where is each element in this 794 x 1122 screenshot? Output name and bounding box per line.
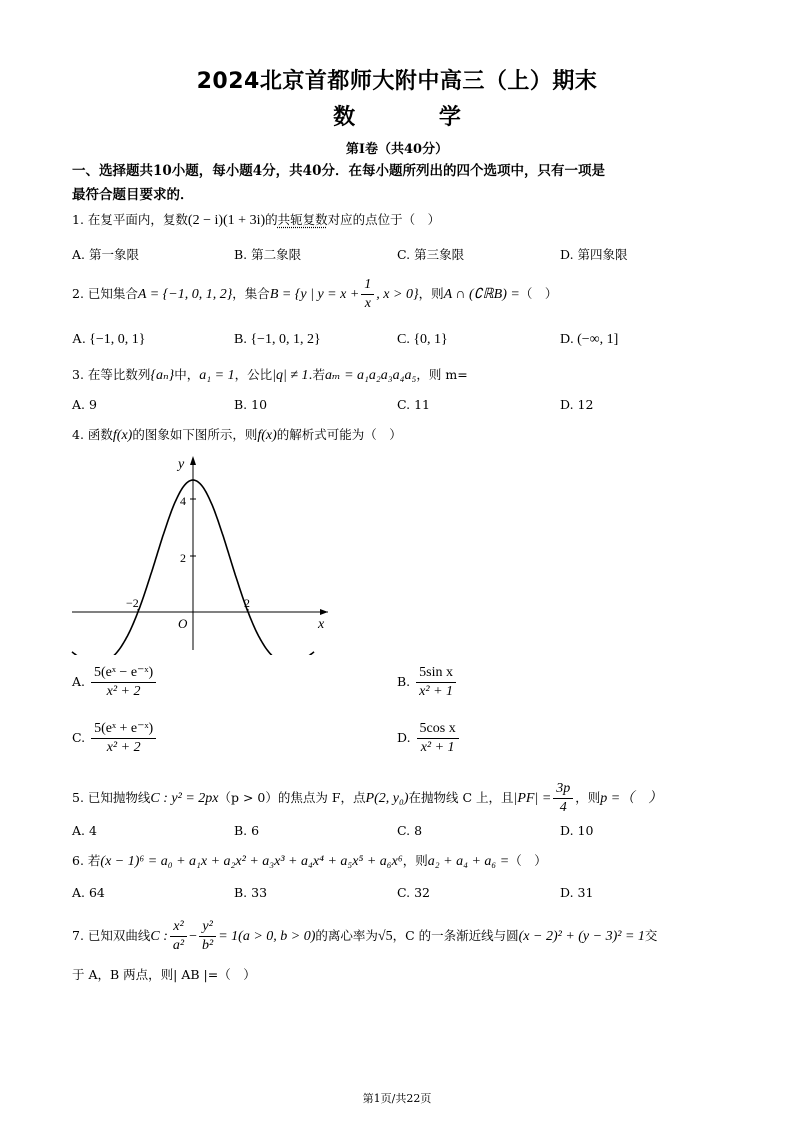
q4-option-b-den: x² + 1 <box>419 684 454 699</box>
tick-label-x-neg2: −2 <box>126 596 139 610</box>
q5-frac-num: 3p <box>553 780 573 799</box>
q5-tail: p =（ ） <box>600 791 663 806</box>
q4-option-c <box>72 720 158 757</box>
q7-text-b: 的离心率为 <box>315 928 378 943</box>
q1-prefix: 1. 在复平面内，复数 <box>72 212 188 227</box>
q7-f2-num: y² <box>199 918 215 937</box>
page-title: 2024北京首都师大附中高三（上）期末 <box>196 69 598 94</box>
q7-text-c: ，C 的一条渐近线与圆 <box>392 928 519 943</box>
q4-text-c: 的解析式可能为（ ） <box>276 427 402 442</box>
q2-frac-num: 1 <box>361 276 374 295</box>
q4-option-b-label: B. <box>397 674 411 689</box>
page-number: 第1页/共22页 <box>362 1092 432 1105</box>
q6-blank: （ ） <box>509 853 547 868</box>
q2-blank: （ ） <box>519 286 558 301</box>
q4-option-b-fraction <box>416 664 456 701</box>
q3-text-e: ，则 m= <box>416 367 468 382</box>
x-axis-label: x <box>318 617 325 632</box>
q6-text-b: ，则 <box>402 853 428 868</box>
q1-expr: (2 − i)(1 + 3i) <box>187 213 266 228</box>
q4-option-a-num: 5(eˣ − e⁻ˣ) <box>91 664 156 683</box>
q2-fraction <box>361 276 374 313</box>
q3-seq: {aₙ} <box>150 368 175 383</box>
q4-fx2: f(x) <box>257 428 277 443</box>
q7-text-a: 7. 已知双曲线 <box>72 928 151 943</box>
q1-option-b: B. 第二象限 <box>234 247 302 262</box>
q3-text-a: 3. 在等比数列 <box>72 367 151 382</box>
q4-option-d-fraction <box>417 720 459 757</box>
q4-option-c-num: 5(eˣ + e⁻ˣ) <box>91 720 156 739</box>
q4-option-a-fraction <box>91 664 156 701</box>
q7-minus: − <box>189 929 198 944</box>
q4-option-c-den: x² + 2 <box>106 740 141 755</box>
q6-text-a: 6. 若 <box>72 853 101 868</box>
q2-expr: A ∩ (∁ℝB) = <box>443 287 520 302</box>
question-7 <box>72 918 657 955</box>
q2-set-b-pre: B = {y | y = x + <box>269 287 360 302</box>
q2-frac-den: x <box>364 296 371 311</box>
y-axis-arrow <box>190 456 196 465</box>
tick-label-y2: 2 <box>180 551 186 565</box>
q3-cond3: aₘ = a₁a₂a₃a₄a₅ <box>325 368 417 383</box>
q7-text-d: 交 <box>644 928 658 943</box>
question-7-line2: 于 A，B 两点，则| AB |=（ ） <box>72 967 256 982</box>
q5-text-d: ，则 <box>575 790 601 805</box>
q7-f1-num: x² <box>170 918 186 937</box>
section-heading-line2: 最符合题目要求的． <box>72 187 194 203</box>
q3-cond2: |q| ≠ 1 <box>272 368 309 383</box>
q6-option-a: A. 64 <box>72 885 105 900</box>
q3-option-a: A. 9 <box>72 397 97 412</box>
q5-frac-den: 4 <box>559 800 567 815</box>
q6-option-b: B. 33 <box>234 885 268 900</box>
q4-option-c-fraction <box>91 720 156 757</box>
q2-option-b: B. {−1, 0, 1, 2} <box>234 332 321 347</box>
q4-option-b-num: 5sin x <box>416 664 456 683</box>
q4-function-graph <box>66 450 336 655</box>
q2-prefix: 2. 已知集合 <box>72 286 138 301</box>
q1-option-a: A. 第一象限 <box>72 247 139 262</box>
q4-option-c-label: C. <box>72 730 86 745</box>
q5-option-d: D. 10 <box>560 823 594 838</box>
question-1 <box>72 211 440 230</box>
q4-option-d-num: 5cos x <box>417 720 459 739</box>
q6-option-d: D. 31 <box>560 885 594 900</box>
q4-option-a <box>72 664 158 701</box>
q2-tail: ，则 <box>418 286 444 301</box>
q6-expr2: a₂ + a₄ + a₆ = <box>427 854 510 869</box>
q6-option-c: C. 32 <box>397 885 430 900</box>
q5-option-c: C. 8 <box>397 823 423 838</box>
q3-text-c: ，公比 <box>234 367 273 382</box>
q7-fraction-2 <box>199 918 216 955</box>
q3-text-d: .若 <box>308 367 326 382</box>
question-4 <box>72 426 402 445</box>
q5-cond: （p > 0） <box>218 790 278 805</box>
q4-option-d <box>397 720 461 757</box>
q6-expr: (x − 1)⁶ = a₀ + a₁x + a₂x² + a₃x³ + a₄x⁴ + a₅x⁵ + a₆x⁶ <box>100 854 403 869</box>
q2-option-a: A. {−1, 0, 1} <box>72 332 146 347</box>
q7-f1-den: a² <box>172 938 185 953</box>
question-6 <box>72 852 547 871</box>
q4-option-a-den: x² + 2 <box>106 684 141 699</box>
tick-label-y4: 4 <box>180 494 186 508</box>
origin-label: O <box>178 616 188 631</box>
q7-f2-den: b² <box>202 938 214 953</box>
q4-fx: f(x) <box>112 428 133 443</box>
q5-pf: |PF| = <box>513 791 552 806</box>
q5-text-a: 5. 已知抛物线 <box>72 790 151 805</box>
q4-option-b <box>397 664 458 701</box>
x-axis-arrow <box>320 609 328 615</box>
q5-point: P(2, y₀) <box>365 791 409 806</box>
subject-title: 数 学 <box>333 105 499 130</box>
y-axis-label: y <box>178 457 185 472</box>
q2-set-a: A = {−1, 0, 1, 2} <box>137 287 233 302</box>
q2-set-b-post: , x > 0} <box>376 287 419 302</box>
q7-fraction-1 <box>170 918 187 955</box>
q4-option-d-den: x² + 1 <box>420 740 455 755</box>
q2-mid: ，集合 <box>232 286 270 301</box>
q3-text-b: 中， <box>174 367 200 382</box>
q7-circle: (x − 2)² + (y − 3)² = 1 <box>518 929 645 944</box>
question-5 <box>72 780 662 817</box>
tick-label-x2: 2 <box>244 596 250 610</box>
q3-option-b: B. 10 <box>234 397 268 412</box>
q7-eccentricity: √5 <box>377 929 393 944</box>
part-title: 第I卷（共40分） <box>345 142 449 157</box>
q1-suffix-b: 对应的点位于（ ） <box>327 212 441 227</box>
q3-option-c: C. 11 <box>397 397 430 412</box>
q5-text-b: 的焦点为 F，点 <box>277 790 366 805</box>
question-2 <box>72 276 557 313</box>
q5-option-a: A. 4 <box>72 823 97 838</box>
q7-c-post: = 1(a > 0, b > 0) <box>218 929 316 944</box>
q2-option-c: C. {0, 1} <box>397 332 448 347</box>
q4-option-d-label: D. <box>397 730 411 745</box>
q7-c-pre: C : <box>150 929 168 944</box>
q3-cond1: a₁ = 1 <box>199 368 235 383</box>
q5-fraction <box>553 780 573 817</box>
q1-suffix-a: 的 <box>265 212 278 227</box>
q4-text-a: 4. 函数 <box>72 427 113 442</box>
q3-option-d: D. 12 <box>560 397 594 412</box>
q4-option-a-label: A. <box>72 674 86 689</box>
q1-option-c: C. 第三象限 <box>397 247 465 262</box>
q5-text-c: 在抛物线 C 上，且 <box>408 790 514 805</box>
q1-option-d: D. 第四象限 <box>560 247 628 262</box>
q2-option-d: D. (−∞, 1] <box>560 332 619 347</box>
q5-curve: C : y² = 2px <box>150 791 219 806</box>
question-3 <box>72 366 468 385</box>
q5-option-b: B. 6 <box>234 823 260 838</box>
section-heading-line1: 一、选择题共10小题，每小题4分，共40分．在每小题所列出的四个选项中，只有一项是 <box>72 163 605 179</box>
q1-suffix-dotted: 共轭复数 <box>277 212 328 227</box>
q4-text-b: 的图象如下图所示，则 <box>132 427 258 442</box>
